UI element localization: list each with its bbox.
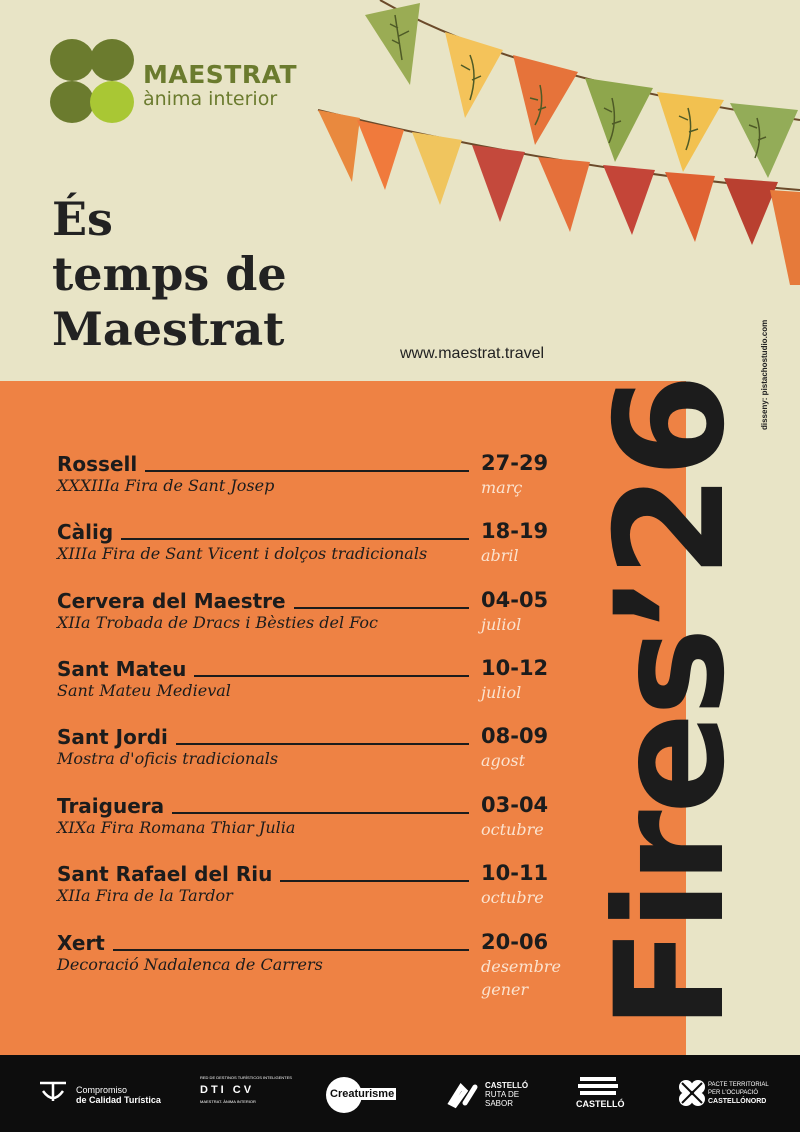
flag-9 — [412, 132, 462, 205]
flag-1 — [365, 3, 420, 85]
headline-line-3: Maestrat — [52, 302, 285, 356]
flag-10 — [472, 145, 525, 222]
footer-sponsors — [0, 1055, 800, 1132]
event-town: Càlig — [57, 520, 121, 544]
headline-line-2: temps de — [52, 247, 287, 301]
event-town: Cervera del Maestre — [57, 589, 294, 613]
pacte-line-2: PER L'OCUPACIÓ — [708, 1090, 759, 1096]
logo-name: MAESTRAT — [143, 60, 298, 89]
event-fair: XIXa Fira Romana Thiar Julia — [57, 818, 296, 837]
flag-6 — [730, 103, 798, 178]
dti-bottom: MAESTRAT. ÀNIMA INTERIOR — [200, 1099, 256, 1104]
event-town: Sant Rafael del Riu — [57, 862, 280, 886]
event-fair: Decoració Nadalenca de Carrers — [57, 955, 323, 974]
event-item — [57, 725, 577, 787]
event-dates: 04-05 — [481, 588, 549, 612]
ruta-line-2: RUTA DE — [485, 1090, 520, 1099]
flag-11 — [538, 157, 590, 232]
event-town: Xert — [57, 931, 113, 955]
event-month: març — [481, 478, 523, 497]
flag-4 — [585, 78, 653, 162]
event-month: abril — [481, 546, 519, 565]
event-month: octubre — [481, 888, 544, 907]
pacte-clover-icon — [678, 1079, 706, 1107]
event-dates: 10-12 — [481, 656, 549, 680]
event-month: juliol — [481, 615, 522, 634]
event-dates: 08-09 — [481, 724, 549, 748]
event-fair: XIIa Fira de la Tardor — [57, 886, 233, 905]
event-fair: Mostra d'oficis tradicionals — [57, 749, 279, 768]
event-fair: Sant Mateu Medieval — [57, 681, 231, 700]
flag-15 — [770, 190, 800, 285]
event-item — [57, 520, 577, 582]
dti-mid: DTI CV — [200, 1084, 255, 1096]
event-rule — [57, 949, 469, 951]
event-town: Sant Mateu — [57, 657, 194, 681]
bunting-decoration — [300, 0, 800, 290]
ruta-sabor-icon — [445, 1081, 481, 1109]
dti-logo — [200, 1075, 292, 1115]
event-item — [57, 931, 577, 1011]
headline-line-1: És — [52, 192, 113, 246]
flag-14 — [724, 178, 778, 245]
event-dates: 03-04 — [481, 793, 549, 817]
flag-3 — [513, 55, 578, 145]
headline — [52, 192, 287, 357]
flag-8 — [357, 120, 404, 190]
ruta-line-1: CASTELLÓ — [485, 1081, 529, 1090]
creaturisme-label: Creaturisme — [330, 1088, 395, 1100]
event-dates: 10-11 — [481, 861, 549, 885]
event-month: agost — [481, 751, 526, 770]
castello-label: CASTELLÓ — [576, 1099, 625, 1109]
event-fair: XIIIa Fira de Sant Vicent i dolços tradicionals — [57, 544, 428, 563]
event-month: octubre — [481, 820, 544, 839]
event-month: desembre gener — [481, 957, 561, 999]
event-month: juliol — [481, 683, 522, 702]
castello-icon — [576, 1075, 620, 1097]
ruta-line-3: SABOR — [485, 1099, 514, 1108]
design-credit: disseny: pistachostudio.com — [760, 319, 769, 430]
dti-top: RED DE DESTINOS TURÍSTICOS INTELIGENTES — [200, 1075, 292, 1080]
event-item — [57, 657, 577, 719]
event-fair: XXXIIIa Fira de Sant Josep — [57, 476, 275, 495]
compromiso-line-1: Compromiso — [76, 1085, 128, 1095]
event-item — [57, 794, 577, 856]
pacte-line-1: PACTE TERRITORIAL — [708, 1082, 769, 1088]
event-town: Rossell — [57, 452, 145, 476]
flag-12 — [603, 165, 655, 235]
big-title: Fires’26 — [584, 377, 758, 1030]
event-town: Traiguera — [57, 794, 172, 818]
flag-13 — [665, 172, 715, 242]
maestrat-logo — [50, 38, 330, 130]
event-dates: 20-06 — [481, 930, 549, 954]
logo-tagline: ànima interior — [143, 88, 278, 110]
event-dates: 18-19 — [481, 519, 549, 543]
event-dates: 27-29 — [481, 451, 549, 475]
pacte-line-3: CASTELLÓNORD — [708, 1098, 767, 1105]
website-link[interactable]: www.maestrat.travel — [400, 345, 545, 362]
event-item — [57, 862, 577, 924]
event-fair: XIIa Trobada de Dracs i Bèsties del Foc — [57, 613, 379, 632]
compromiso-line-2: de Calidad Turística — [76, 1095, 161, 1105]
flag-7 — [318, 110, 360, 182]
event-item — [57, 589, 577, 651]
event-item — [57, 452, 577, 514]
compromiso-icon — [38, 1079, 68, 1105]
event-town: Sant Jordi — [57, 725, 176, 749]
clover-icon — [50, 38, 136, 128]
